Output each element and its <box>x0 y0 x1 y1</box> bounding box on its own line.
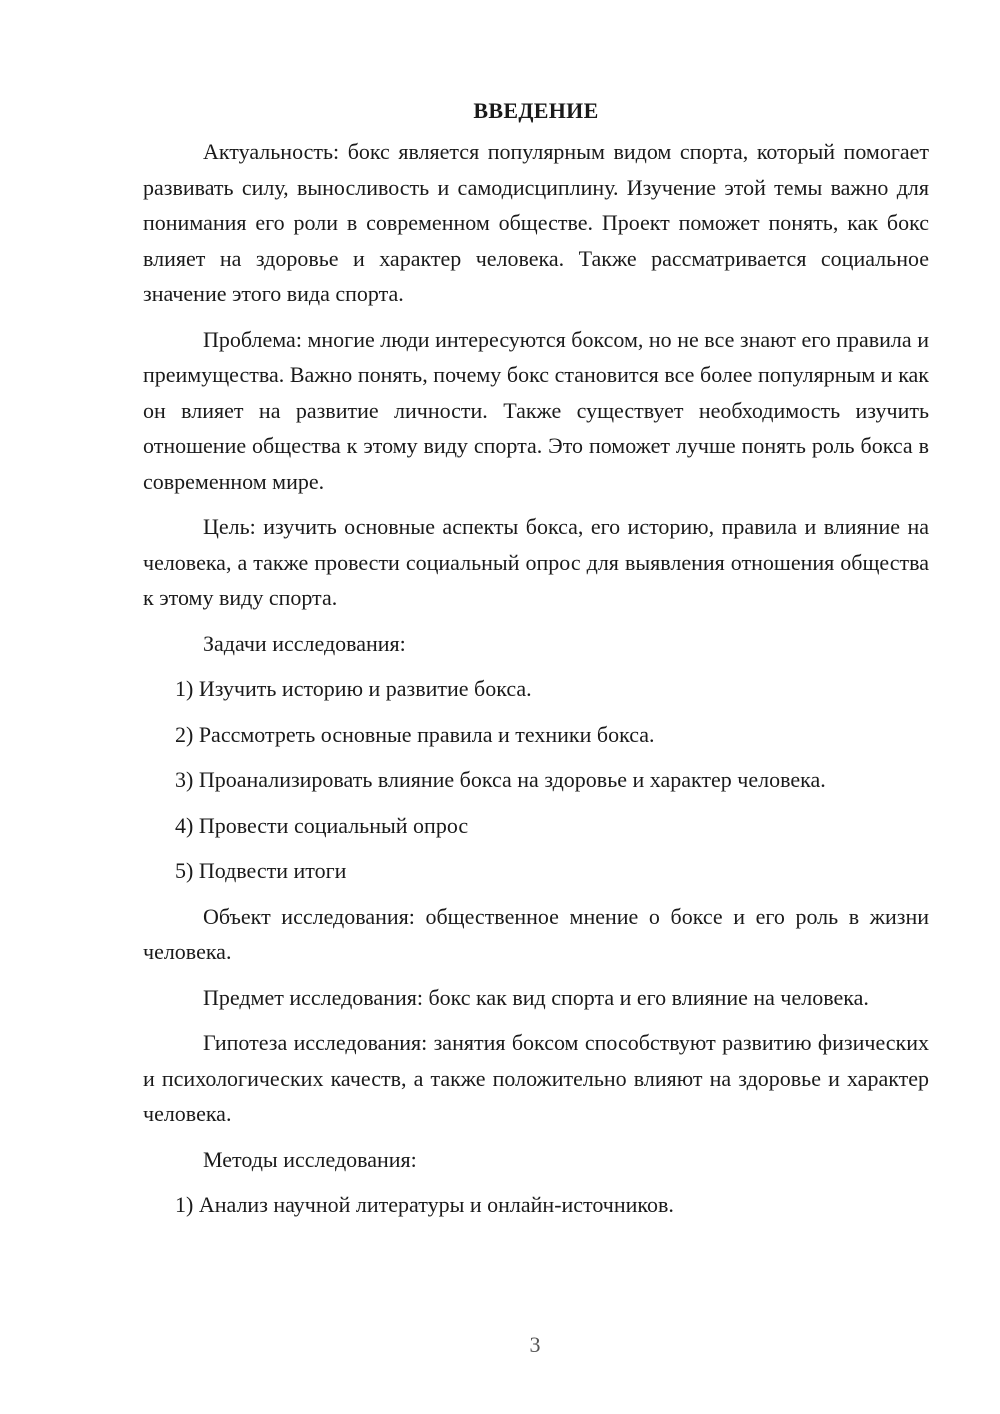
method-item: 1) Анализ научной литературы и онлайн-источников. <box>175 1192 674 1217</box>
section-title: ВВЕДЕНИЕ <box>473 98 599 123</box>
methods-heading: Методы исследования: <box>203 1146 417 1172</box>
page-content <box>143 96 929 1233</box>
relevance-paragraph: Актуальность: бокс является популярным видом спорта, который помогает развивать силу, выносливость и самодисциплину. Изучение этой темы важно для понимания его роли в современном обществе. Проект поможет понять, как бокс влияет на здоровье и характер человека. Также рассматривается социальное значение этого вида спорта. <box>143 139 929 306</box>
task-item: 1) Изучить историю и развитие бокса. <box>175 676 532 701</box>
problem-paragraph: Проблема: многие люди интересуются боксом, но не все знают его правила и преимущества. Важно понять, почему бокс становится все более популярным и как он влияет на развитие личности. Также существует необходимость изучить отношение общества к этому виду спорта. Это поможет лучше понять роль бокса в современном мире. <box>143 326 929 494</box>
page-number: 3 <box>529 1332 541 1357</box>
task-item: 5) Подвести итоги <box>175 858 347 883</box>
hypothesis-paragraph: Гипотеза исследования: занятия боксом способствуют развитию физических и психологических качеств, а также положительно влияют на здоровье и характер человека. <box>143 1030 929 1126</box>
task-item: 2) Рассмотреть основные правила и техники бокса. <box>175 721 655 747</box>
subject-paragraph: Предмет исследования: бокс как вид спорта и его влияние на человека. <box>203 984 869 1010</box>
object-paragraph: Объект исследования: общественное мнение о боксе и его роль в жизни человека. <box>143 903 929 964</box>
task-item: 3) Проанализировать влияние бокса на здоровье и характер человека. <box>175 767 826 792</box>
goal-paragraph: Цель: изучить основные аспекты бокса, его историю, правила и влияние на человека, а также провести социальный опрос для выявления отношения общества к этому виду спорта. <box>143 514 929 610</box>
task-item: 4) Провести социальный опрос <box>175 812 469 838</box>
tasks-heading: Задачи исследования: <box>203 630 406 656</box>
